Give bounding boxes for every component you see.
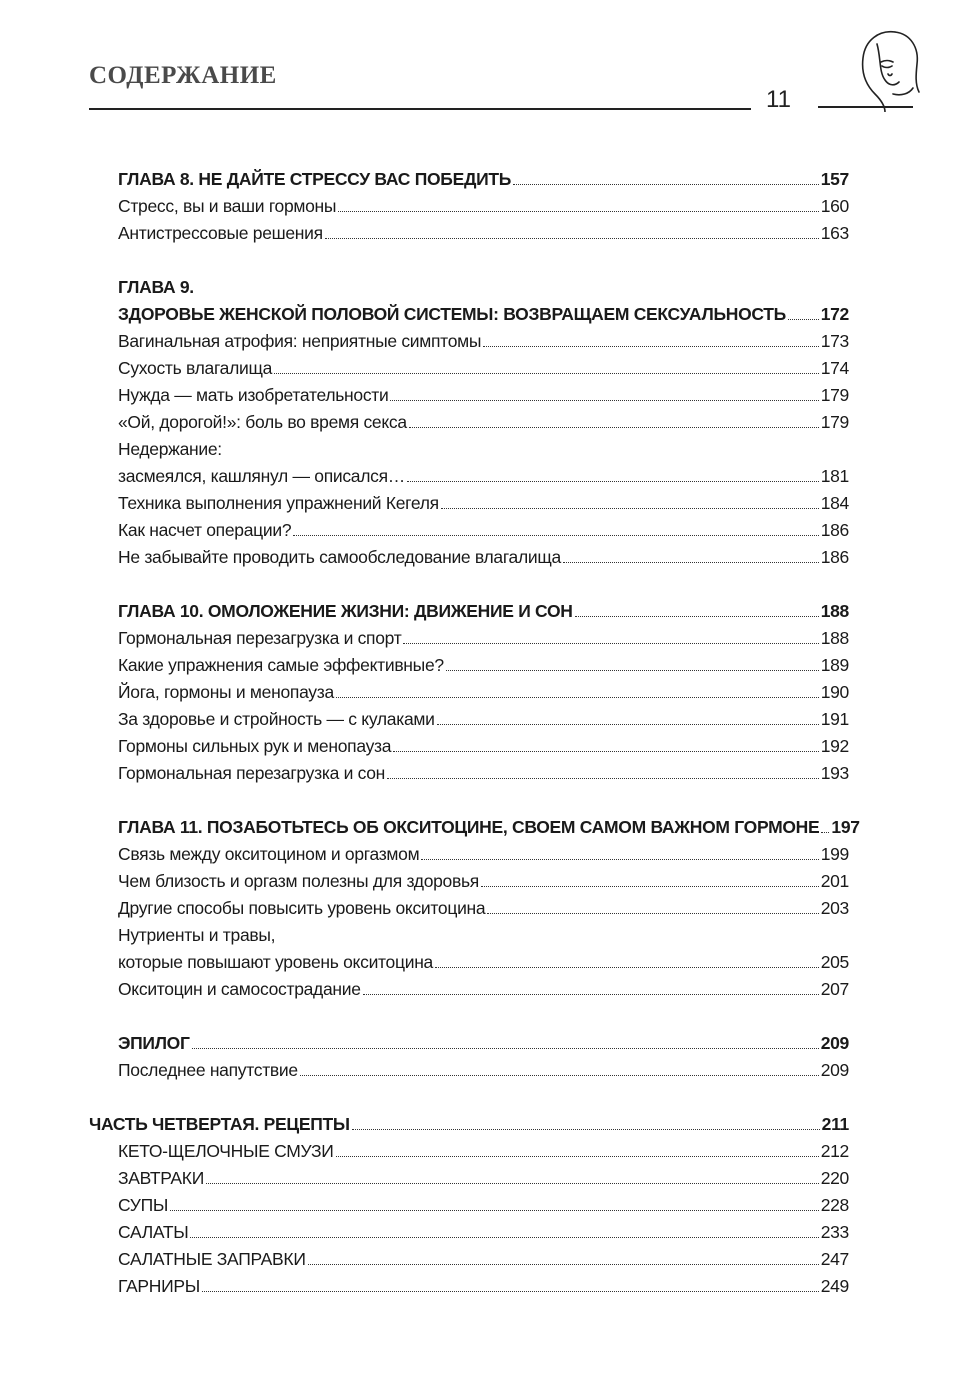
toc-entry-page: 193 [820, 763, 849, 783]
toc-entry-title: Нутриенты и травы, [118, 925, 276, 945]
toc-entry[interactable] [118, 708, 849, 730]
toc-entry[interactable] [118, 465, 849, 487]
toc-entry[interactable] [118, 1275, 849, 1297]
toc-entry-title: ГАРНИРЫ [118, 1276, 200, 1296]
toc-entry-title: Техника выполнения упражнений Кегеля [118, 493, 439, 513]
toc-entry[interactable] [118, 1248, 849, 1270]
toc-entry-page: 201 [820, 871, 849, 891]
toc-entry-title: Чем близость и оргазм полезны для здоровья [118, 871, 479, 891]
toc-entry[interactable] [118, 546, 849, 568]
toc-entry-page: 197 [831, 817, 860, 837]
toc-entry-page: 220 [820, 1168, 849, 1188]
toc-entry[interactable] [118, 924, 849, 946]
toc-entry-page: 186 [820, 547, 849, 567]
toc-entry[interactable] [118, 600, 849, 622]
toc-leader-dots [170, 1210, 819, 1211]
toc-entry-title: САЛАТНЫЕ ЗАПРАВКИ [118, 1249, 306, 1269]
toc-entry-title: «Ой, дорогой!»: боль во время секса [118, 412, 407, 432]
toc-entry-title: засмеялся, кашлянул — описался… [118, 466, 405, 486]
toc-leader-dots [446, 670, 819, 671]
toc-entry-page: 163 [820, 223, 849, 243]
toc-entry-title: Как насчет операции? [118, 520, 292, 540]
toc-entry-title: Другие способы повысить уровень окситоцина [118, 898, 486, 918]
toc-leader-dots [352, 1129, 820, 1130]
toc-entry-page: 205 [820, 952, 849, 972]
toc-entry-title: Гормональная перезагрузка и сон [118, 763, 386, 783]
toc-entry-page: 173 [820, 331, 849, 351]
toc-leader-dots [192, 1048, 819, 1049]
toc-entry-title: Не забывайте проводить самообследование влагалища [118, 547, 561, 567]
toc-entry-page: 188 [820, 601, 849, 621]
toc-entry[interactable] [118, 951, 849, 973]
toc-entry-page: 191 [820, 709, 849, 729]
toc-entry[interactable] [89, 1113, 849, 1135]
toc-entry[interactable] [118, 816, 860, 838]
toc-leader-dots [437, 724, 819, 725]
toc-leader-dots [403, 643, 818, 644]
toc-leader-dots [409, 427, 819, 428]
toc-entry-title: Вагинальная атрофия: неприятные симптомы [118, 331, 482, 351]
toc-entry-page: 192 [820, 736, 849, 756]
toc-leader-dots [293, 535, 818, 536]
toc-entry[interactable] [118, 1032, 849, 1054]
toc-leader-dots [821, 832, 829, 833]
toc-entry-title: ЗАВТРАКИ [118, 1168, 204, 1188]
toc-entry[interactable] [118, 1221, 849, 1243]
toc-entry-title: Нужда — мать изобретательности [118, 385, 389, 405]
toc-entry-page: 203 [820, 898, 849, 918]
toc-leader-dots [421, 859, 818, 860]
toc-entry-title: Стресс, вы и ваши гормоны [118, 196, 337, 216]
toc-entry-title: Гормоны сильных рук и менопауза [118, 736, 392, 756]
toc-entry[interactable] [118, 411, 849, 433]
toc-leader-dots [202, 1291, 819, 1292]
toc-entry-title: КЕТО-ЩЕЛОЧНЫЕ СМУЗИ [118, 1141, 334, 1161]
toc-entry-page: 228 [820, 1195, 849, 1215]
toc-entry-title: Гормональная перезагрузка и спорт [118, 628, 402, 648]
toc-entry-page: 199 [820, 844, 849, 864]
toc-entry-title: САЛАТЫ [118, 1222, 189, 1242]
toc-entry-title: Йога, гормоны и менопауза [118, 682, 334, 702]
toc-entry-title: которые повышают уровень окситоцина [118, 952, 433, 972]
toc-leader-dots [308, 1264, 819, 1265]
toc-entry[interactable] [118, 168, 849, 190]
toc-entry-title: ЭПИЛОГ [118, 1033, 190, 1053]
toc-leader-dots [563, 562, 819, 563]
toc-leader-dots [407, 481, 819, 482]
toc-entry[interactable] [118, 627, 849, 649]
toc-entry[interactable] [118, 357, 849, 379]
toc-entry[interactable] [118, 519, 849, 541]
toc-leader-dots [300, 1075, 819, 1076]
toc-entry-page: 188 [820, 628, 849, 648]
header-rule-left [89, 108, 751, 110]
toc-leader-dots [483, 346, 819, 347]
toc-entry[interactable] [118, 1167, 849, 1189]
toc-entry-title: За здоровье и стройность — с кулаками [118, 709, 435, 729]
toc-leader-dots [336, 1156, 819, 1157]
toc-entry[interactable] [118, 303, 849, 325]
toc-leader-dots [274, 373, 819, 374]
toc-entry-page: 186 [820, 520, 849, 540]
toc-entry[interactable] [118, 276, 849, 298]
toc-entry-page: 209 [820, 1060, 849, 1080]
toc-entry-page: 211 [821, 1114, 849, 1134]
toc-entry[interactable] [118, 897, 849, 919]
toc-entry-page: 172 [820, 304, 849, 324]
toc-entry[interactable] [118, 1140, 849, 1162]
toc-entry[interactable] [118, 843, 849, 865]
toc-entry-page: 233 [820, 1222, 849, 1242]
toc-entry-page: 179 [820, 385, 849, 405]
toc-entry-title: Сухость влагалища [118, 358, 273, 378]
toc-entry[interactable] [118, 1059, 849, 1081]
toc-leader-dots [338, 211, 818, 212]
toc-entry-page: 174 [820, 358, 849, 378]
toc-leader-dots [325, 238, 819, 239]
toc-entry-title: ЧАСТЬ ЧЕТВЕРТАЯ. РЕЦЕПТЫ [89, 1114, 350, 1134]
toc-leader-dots [363, 994, 819, 995]
toc-leader-dots [190, 1237, 818, 1238]
woman-face-line-art-icon [855, 28, 921, 112]
toc-entry[interactable] [118, 222, 849, 244]
toc-leader-dots [513, 184, 819, 185]
toc-entry-page: 184 [820, 493, 849, 513]
toc-leader-dots [788, 319, 819, 320]
toc-leader-dots [487, 913, 818, 914]
toc-entry-title: Какие упражнения самые эффективные? [118, 655, 444, 675]
toc-entry-title: ГЛАВА 9. [118, 277, 194, 297]
toc-entry-page: 179 [820, 412, 849, 432]
toc-entry[interactable] [118, 195, 849, 217]
toc-leader-dots [435, 967, 819, 968]
toc-entry-page: 209 [820, 1033, 849, 1053]
toc-entry-page: 189 [820, 655, 849, 675]
toc-entry-page: 181 [820, 466, 849, 486]
toc-entry-page: 249 [820, 1276, 849, 1296]
toc-entry[interactable] [118, 1194, 849, 1216]
toc-entry-title: Недержание: [118, 439, 222, 459]
toc-leader-dots [393, 751, 819, 752]
toc-leader-dots [387, 778, 819, 779]
toc-entry-page: 212 [820, 1141, 849, 1161]
toc-entry-title: Связь между окситоцином и оргазмом [118, 844, 420, 864]
toc-entry-title: ГЛАВА 10. ОМОЛОЖЕНИЕ ЖИЗНИ: ДВИЖЕНИЕ И СОН [118, 601, 573, 621]
toc-entry[interactable] [118, 870, 849, 892]
toc-entry-page: 190 [820, 682, 849, 702]
toc-entry-title: СУПЫ [118, 1195, 169, 1215]
page-number: 11 [766, 86, 791, 113]
toc-entry[interactable] [118, 735, 849, 757]
toc-entry[interactable] [118, 330, 849, 352]
toc-leader-dots [206, 1183, 819, 1184]
toc-entry-page: 160 [820, 196, 849, 216]
toc-leader-dots [441, 508, 819, 509]
toc-entry-title: ГЛАВА 11. ПОЗАБОТЬТЕСЬ ОБ ОКСИТОЦИНЕ, СВОЕМ САМОМ ВАЖНОМ ГОРМОНЕ [118, 817, 820, 837]
toc-entry-title: Окситоцин и самосострадание [118, 979, 361, 999]
toc-leader-dots [481, 886, 819, 887]
toc-entry[interactable] [118, 978, 849, 1000]
toc-entry[interactable] [118, 681, 849, 703]
toc-entry-title: ЗДОРОВЬЕ ЖЕНСКОЙ ПОЛОВОЙ СИСТЕМЫ: ВОЗВРАЩАЕМ СЕКСУАЛЬНОСТЬ [118, 304, 786, 324]
page-title: СОДЕРЖАНИЕ [89, 62, 277, 89]
toc-entry[interactable] [118, 438, 849, 460]
toc-entry-title: ГЛАВА 8. НЕ ДАЙТЕ СТРЕССУ ВАС ПОБЕДИТЬ [118, 169, 512, 189]
toc-entry-page: 157 [820, 169, 849, 189]
toc-leader-dots [390, 400, 818, 401]
toc-entry-title: Последнее напутствие [118, 1060, 298, 1080]
toc-entry-page: 247 [820, 1249, 849, 1269]
toc-entry-title: Антистрессовые решения [118, 223, 323, 243]
toc-leader-dots [336, 697, 819, 698]
toc-entry[interactable] [118, 492, 849, 514]
toc-leader-dots [575, 616, 819, 617]
toc-entry[interactable] [118, 654, 849, 676]
toc-entry-page: 207 [820, 979, 849, 999]
toc-entry[interactable] [118, 762, 849, 784]
toc-entry[interactable] [118, 384, 849, 406]
